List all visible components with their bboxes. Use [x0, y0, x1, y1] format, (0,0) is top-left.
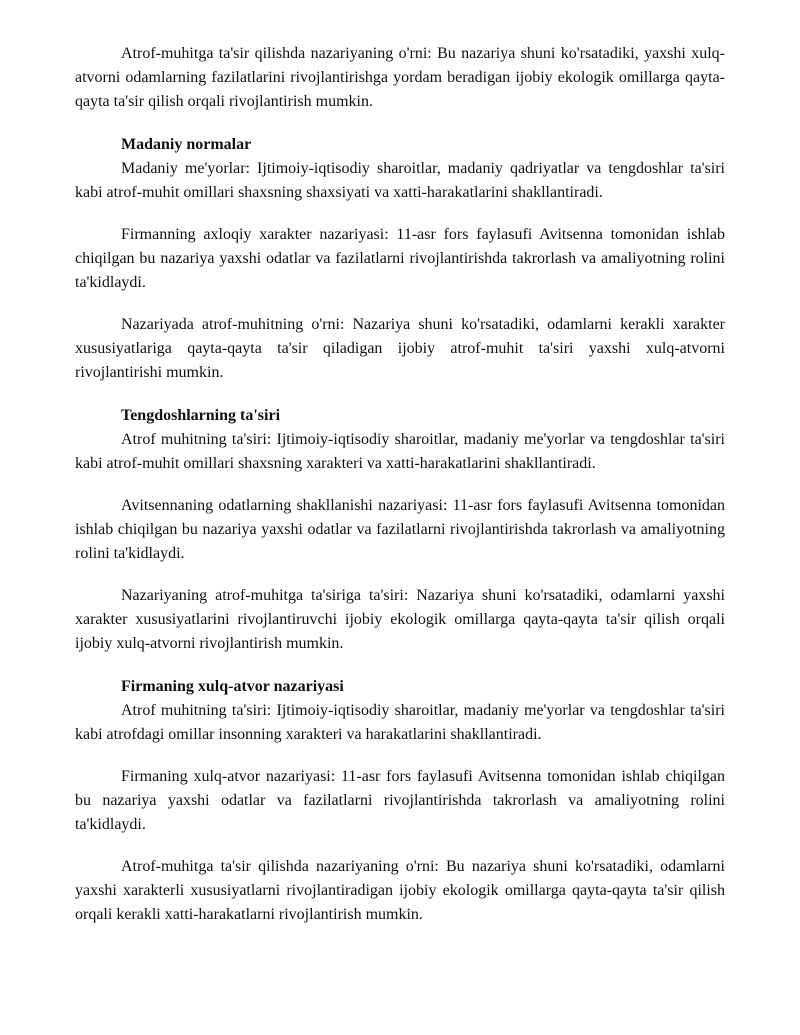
paragraph: Atrof-muhitga ta'sir qilishda nazariyaning o'rni: Bu nazariya shuni ko'rsatadiki, yaxshi xulq-atvorni odamlarning fazilatlarini rivojlantirishga yordam beradigan ijobiy ekologik omillarga qayta-qayta ta'sir qilish orqali rivojlantirish mumkin. — [75, 45, 725, 110]
paragraph: Atrof muhitning ta'siri: Ijtimoiy-iqtisodiy sharoitlar, madaniy me'yorlar va tengdoshlar ta'siri kabi atrofdagi omillar insonning xarakteri va harakatlarini shakllantiradi. — [75, 702, 725, 743]
paragraph: Madaniy me'yorlar: Ijtimoiy-iqtisodiy sharoitlar, madaniy qadriyatlar va tengdoshlar ta'siri kabi atrof-muhit omillari shaxsning shaxsiyati va xatti-harakatlarini shakllantiradi. — [75, 160, 725, 201]
paragraph: Atrof muhitning ta'siri: Ijtimoiy-iqtisodiy sharoitlar, madaniy me'yorlar va tengdoshlar ta'siri kabi atrof-muhit omillari shaxsning xarakteri va xatti-harakatlarini shakllantiradi. — [75, 431, 725, 472]
document-page — [75, 42, 725, 927]
paragraph: Avitsennaning odatlarning shakllanishi nazariyasi: 11-asr fors faylasufi Avitsenna tomonidan ishlab chiqilgan bu nazariya yaxshi odatlar va fazilatlarni rivojlantirishda takrorlash va amaliyotning rolini ta'kidlaydi. — [75, 497, 725, 562]
paragraph: Nazariyaning atrof-muhitga ta'siriga ta'siri: Nazariya shuni ko'rsatadiki, odamlarni yaxshi xarakter xususiyatlarini rivojlantiruvchi ijobiy ekologik omillarga qayta-qayta ta'sir qilish orqali ijobiy xulq-atvorni rivojlantirish mumkin. — [75, 587, 725, 652]
paragraph: Atrof-muhitga ta'sir qilishda nazariyaning o'rni: Bu nazariya shuni ko'rsatadiki, odamlarni yaxshi xarakterli xususiyatlarni rivojlantiradigan ijobiy ekologik omillarga qayta-qayta ta'sir qilish orqali kerakli xatti-harakatlarni rivojlantirish mumkin. — [75, 858, 725, 923]
paragraph: Firmanning axloqiy xarakter nazariyasi: 11-asr fors faylasufi Avitsenna tomonidan ishlab chiqilgan bu nazariya yaxshi odatlar va fazilatlarni rivojlantirishda takrorlash va amaliyotning rolini ta'kidlaydi. — [75, 226, 725, 291]
section-heading: Madaniy normalar — [121, 136, 252, 153]
section-heading: Tengdoshlarning ta'siri — [121, 407, 281, 424]
paragraph: Nazariyada atrof-muhitning o'rni: Nazariya shuni ko'rsatadiki, odamlarni kerakli xarakter xususiyatlariga qayta-qayta ta'sir qiladigan ijobiy atrof-muhit ta'siri yaxshi xulq-atvorni rivojlantirishi mumkin. — [75, 316, 725, 381]
paragraph: Firmaning xulq-atvor nazariyasi: 11-asr fors faylasufi Avitsenna tomonidan ishlab chiqilgan bu nazariya yaxshi odatlar va fazilatlarni rivojlantirishda takrorlash va amaliyotning rolini ta'kidlaydi. — [75, 768, 725, 833]
section-heading: Firmaning xulq-atvor nazariyasi — [121, 678, 344, 695]
